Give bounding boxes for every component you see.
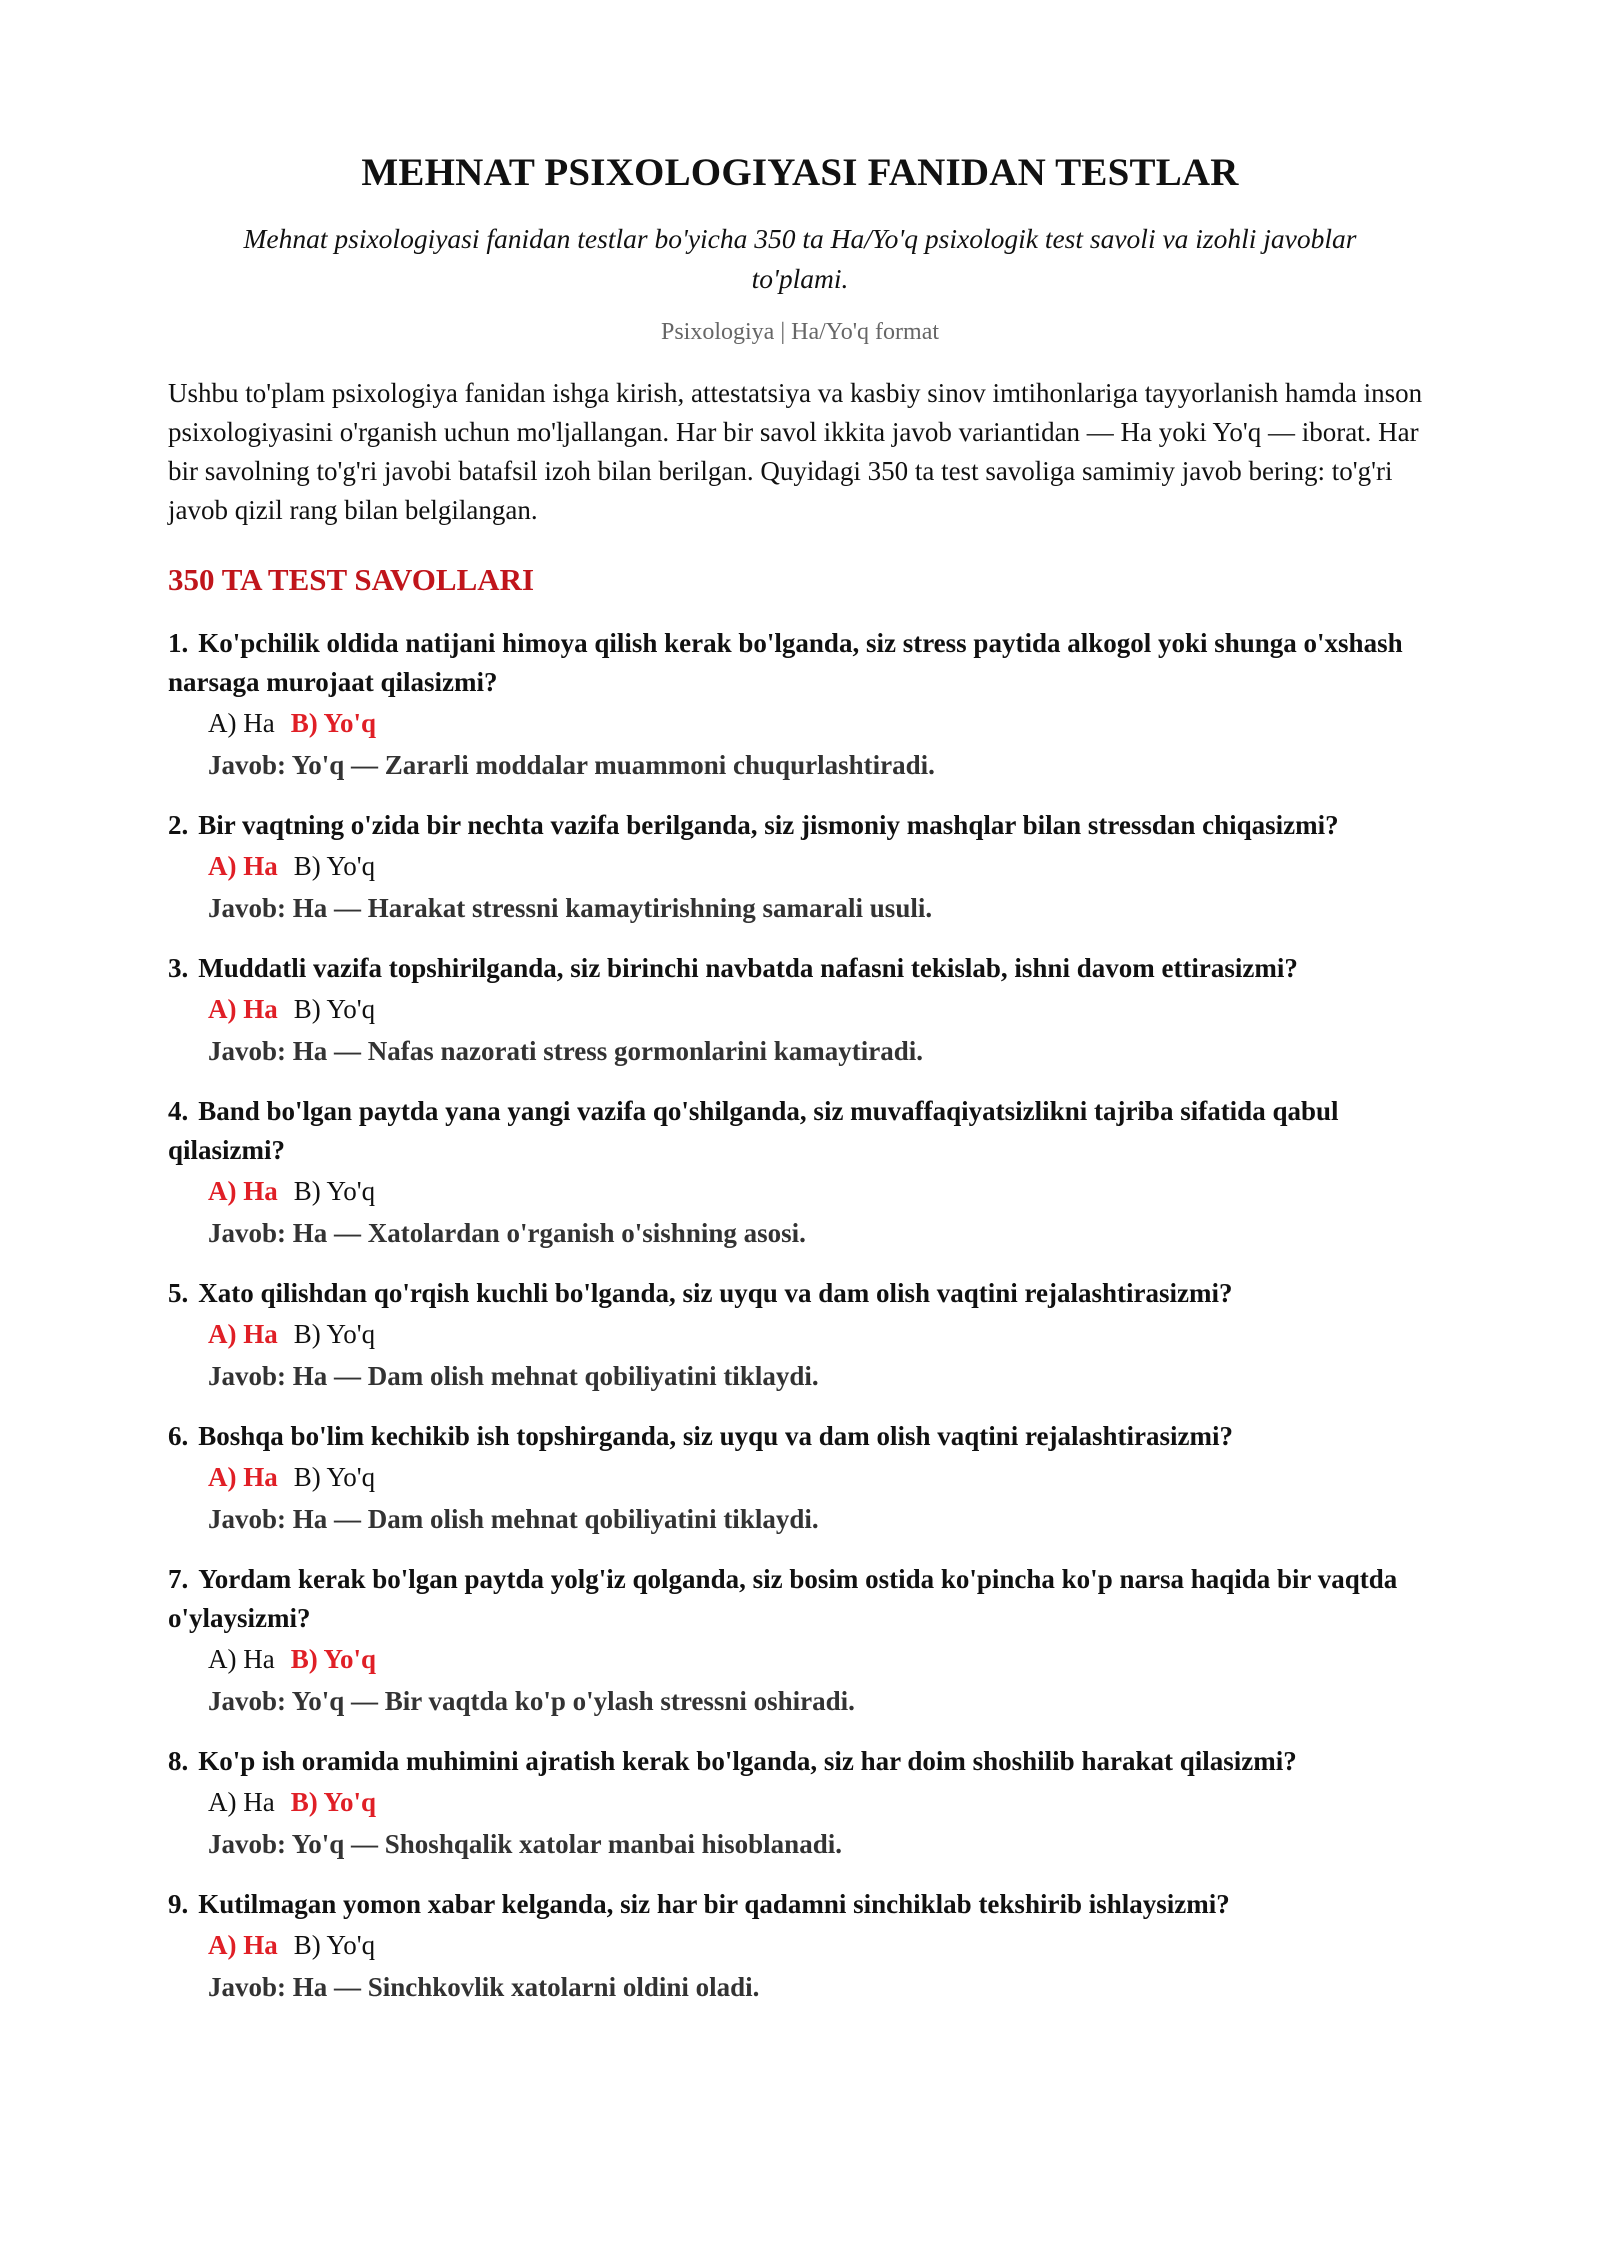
question-body: Bir vaqtning o'zida bir nechta vazifa berilganda, siz jismoniy mashqlar bilan stressdan chiqasizmi? (198, 810, 1339, 840)
answer-explanation: Javob: Yo'q — Zararli moddalar muammoni chuqurlashtiradi. (208, 750, 935, 780)
answer-explanation: Javob: Ha — Dam olish mehnat qobiliyatini tiklaydi. (208, 1361, 819, 1391)
answer-options (168, 1924, 1432, 1966)
question-number: 1. (168, 628, 189, 658)
question-number: 3. (168, 953, 189, 983)
section-title: 350 TA TEST SAVOLLARI (168, 562, 535, 597)
question-body: Boshqa bo'lim kechikib ish topshirganda, siz uyqu va dam olish vaqtini rejalashtirasizmi? (198, 1421, 1233, 1451)
document-meta: Psixologiya | Ha/Yo'q format (660, 319, 940, 345)
option-a: A) Ha (208, 1930, 278, 1960)
option-b: B) Yo'q (293, 1319, 376, 1349)
answer-options (168, 1313, 1432, 1355)
option-b: B) Yo'q (293, 851, 376, 881)
option-b: B) Yo'q (293, 1462, 376, 1492)
option-a: A) Ha (208, 1787, 275, 1817)
document-subtitle: Mehnat psixologiyasi fanidan testlar bo'yicha 350 ta Ha/Yo'q psixologik test savoli va izohli javoblar to'plami. (243, 223, 1357, 294)
answer-explanation: Javob: Ha — Dam olish mehnat qobiliyatini tiklaydi. (208, 1504, 819, 1534)
question-item (168, 806, 1432, 929)
question-number: 7. (168, 1564, 189, 1594)
question-body: Band bo'lgan paytda yana yangi vazifa qo'shilganda, siz muvaffaqiyatsizlikni tajriba sifatida qabul qilasizmi? (168, 1096, 1339, 1165)
option-b: B) Yo'q (290, 1644, 377, 1674)
option-a: A) Ha (208, 1644, 275, 1674)
answer-options (168, 702, 1432, 744)
question-item (168, 1885, 1432, 2008)
question-text (168, 949, 1432, 988)
question-list (168, 624, 1432, 2008)
option-b: B) Yo'q (290, 1787, 377, 1817)
option-b: B) Yo'q (293, 1930, 376, 1960)
question-text (168, 1560, 1432, 1638)
question-item (168, 1274, 1432, 1397)
question-text (168, 1742, 1432, 1781)
question-body: Muddatli vazifa topshirilganda, siz birinchi navbatda nafasni tekislab, ishni davom ettirasizmi? (198, 953, 1298, 983)
question-body: Yordam kerak bo'lgan paytda yolg'iz qolganda, siz bosim ostida ko'pincha ko'p narsa haqida bir vaqtda o'ylaysizmi? (168, 1564, 1398, 1633)
answer-options (168, 845, 1432, 887)
answer-options (168, 1781, 1432, 1823)
question-number: 5. (168, 1278, 189, 1308)
question-number: 2. (168, 810, 189, 840)
question-text (168, 806, 1432, 845)
question-body: Ko'p ish oramida muhimini ajratish kerak bo'lganda, siz har doim shoshilib harakat qilasizmi? (198, 1746, 1297, 1776)
question-number: 8. (168, 1746, 189, 1776)
answer-explanation: Javob: Yo'q — Shoshqalik xatolar manbai hisoblanadi. (208, 1829, 842, 1859)
question-text (168, 624, 1432, 702)
option-b: B) Yo'q (293, 994, 376, 1024)
answer-explanation: Javob: Ha — Xatolardan o'rganish o'sishning asosi. (208, 1218, 806, 1248)
option-b: B) Yo'q (293, 1176, 376, 1206)
answer-explanation: Javob: Ha — Harakat stressni kamaytirishning samarali usuli. (208, 893, 933, 923)
question-number: 6. (168, 1421, 189, 1451)
question-item (168, 949, 1432, 1072)
question-item (168, 624, 1432, 786)
option-a: A) Ha (208, 1319, 278, 1349)
question-item (168, 1092, 1432, 1254)
document-title: MEHNAT PSIXOLOGIYASI FANIDAN TESTLAR (361, 151, 1239, 194)
answer-options (168, 1170, 1432, 1212)
answer-options (168, 988, 1432, 1030)
option-a: A) Ha (208, 1176, 278, 1206)
question-text (168, 1274, 1432, 1313)
question-number: 4. (168, 1096, 189, 1126)
answer-options (168, 1456, 1432, 1498)
answer-options (168, 1638, 1432, 1680)
question-body: Ko'pchilik oldida natijani himoya qilish kerak bo'lganda, siz stress paytida alkogol yoki shunga o'xshash narsaga murojaat qilasizmi? (168, 628, 1403, 697)
question-text (168, 1417, 1432, 1456)
question-item (168, 1560, 1432, 1722)
option-b: B) Yo'q (290, 708, 377, 738)
option-a: A) Ha (208, 708, 275, 738)
question-number: 9. (168, 1889, 189, 1919)
question-item (168, 1417, 1432, 1540)
answer-explanation: Javob: Ha — Sinchkovlik xatolarni oldini oladi. (208, 1972, 760, 2002)
answer-explanation: Javob: Yo'q — Bir vaqtda ko'p o'ylash stressni oshiradi. (208, 1686, 855, 1716)
option-a: A) Ha (208, 994, 278, 1024)
option-a: A) Ha (208, 851, 278, 881)
option-a: A) Ha (208, 1462, 278, 1492)
question-body: Kutilmagan yomon xabar kelganda, siz har bir qadamni sinchiklab tekshirib ishlaysizmi? (198, 1889, 1230, 1919)
question-text (168, 1092, 1432, 1170)
question-item (168, 1742, 1432, 1865)
intro-paragraph: Ushbu to'plam psixologiya fanidan ishga kirish, attestatsiya va kasbiy sinov imtihonlariga tayyorlanish hamda inson psixologiyasini o'rganish uchun mo'ljallangan. Har bir savol ikkita javob variantidan — Ha yoki Yo'q — iborat. Har bir savolning to'g'ri javobi batafsil izoh bilan berilgan. Quyidagi 350 ta test savoliga samimiy javob bering: to'g'ri javob qizil rang bilan belgilangan. (168, 378, 1423, 525)
answer-explanation: Javob: Ha — Nafas nazorati stress gormonlarini kamaytiradi. (208, 1036, 923, 1066)
question-text (168, 1885, 1432, 1924)
question-body: Xato qilishdan qo'rqish kuchli bo'lganda, siz uyqu va dam olish vaqtini rejalashtirasizmi? (198, 1278, 1233, 1308)
